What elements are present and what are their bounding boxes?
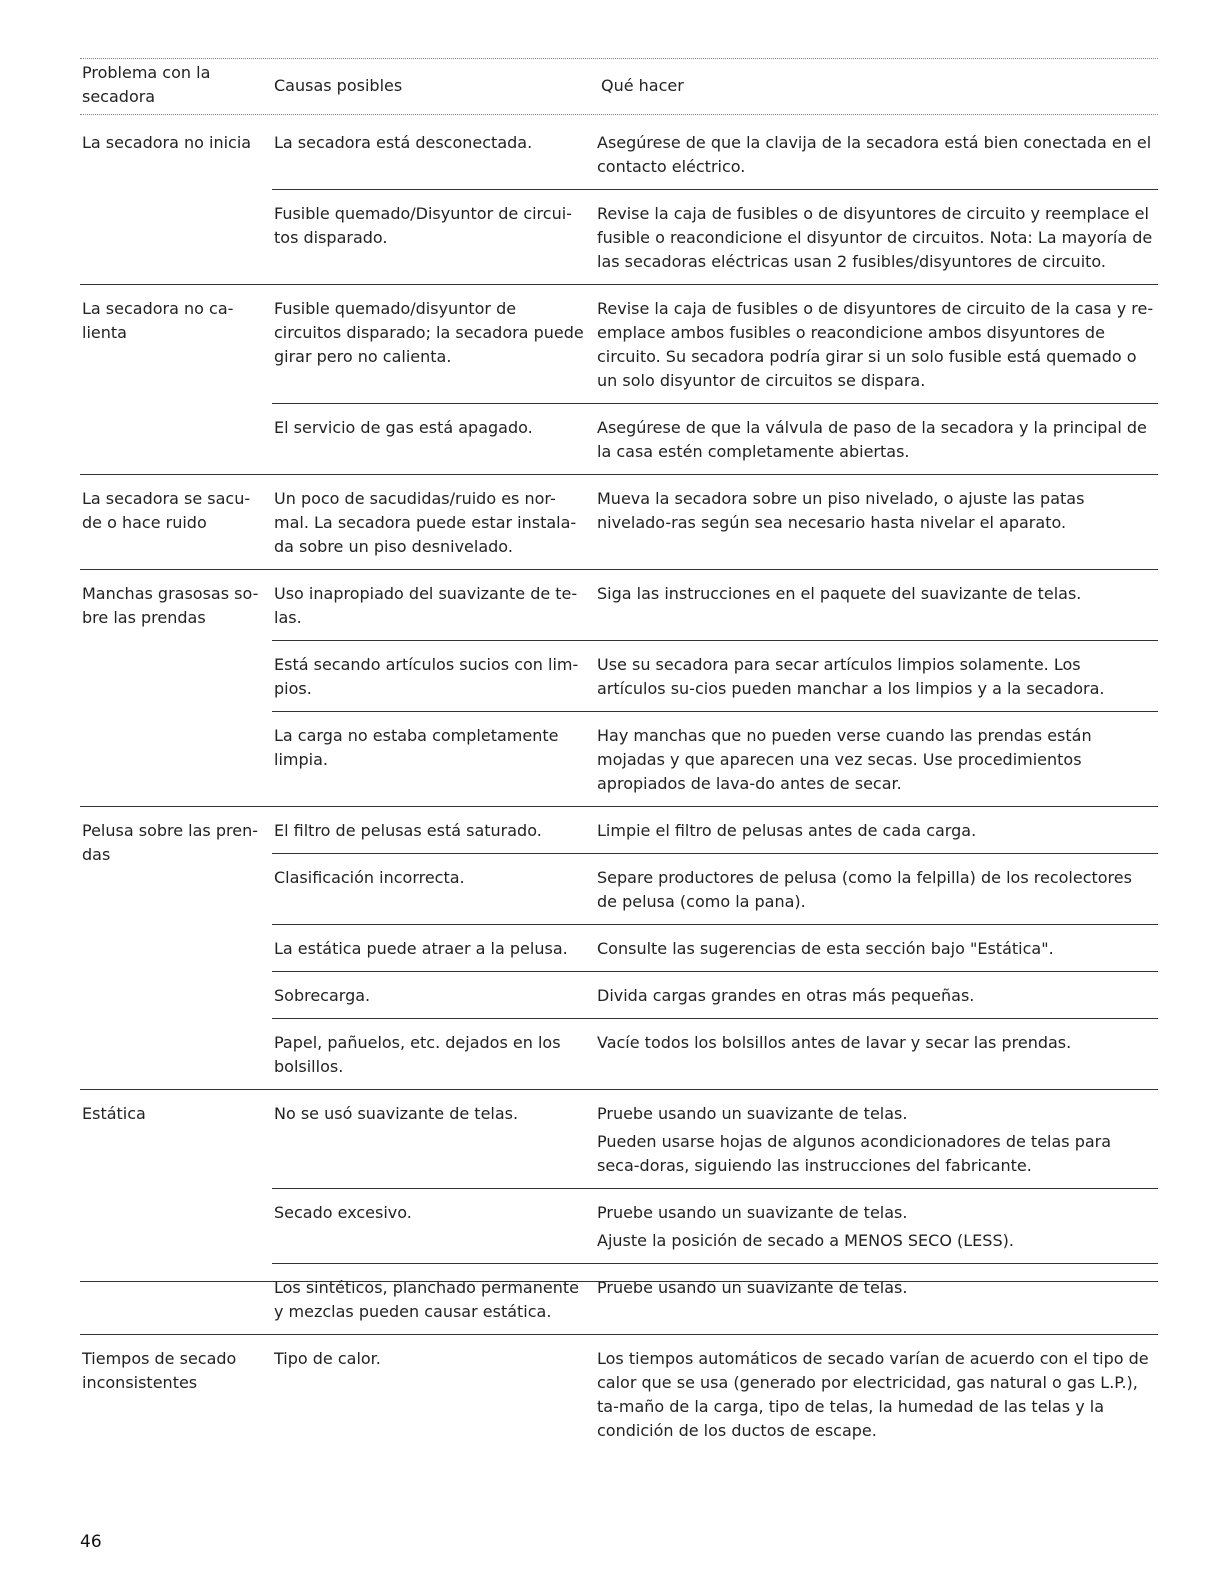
header-problem: Problema con la secadora: [82, 63, 211, 106]
cause-row: [272, 1188, 1158, 1263]
action-cell: [595, 712, 1158, 806]
causes-list: [272, 119, 1158, 284]
problem-group: [80, 806, 1158, 1089]
causes-list: [272, 475, 1158, 569]
action-text: Use su secadora para secar artículos limpios solamente. Los artículos su-cios pueden manchar a los limpios y a la secadora.: [597, 655, 1105, 698]
action-cell: [595, 807, 1158, 853]
table-bottom-rule: [80, 1281, 1158, 1282]
cause-cell: La secadora está desconectada.: [274, 133, 533, 152]
cause-cell: Uso inapropiado del suavizante de te-las.: [274, 584, 578, 627]
header-action: Qué hacer: [601, 76, 684, 95]
action-text: Pueden usarse hojas de algunos acondicionadores de telas para seca-doras, siguiendo las instrucciones del fabricante.: [597, 1132, 1112, 1175]
action-cell: [595, 854, 1158, 924]
action-cell: [595, 972, 1158, 1018]
problem-cell: Pelusa sobre las pren-das: [82, 821, 258, 864]
action-cell: [595, 641, 1158, 711]
problem-group: [80, 119, 1158, 284]
action-text: Asegúrese de que la clavija de la secadora está bien conectada en el contacto eléctrico.: [597, 133, 1152, 176]
action-cell: [595, 285, 1158, 403]
cause-row: [272, 570, 1158, 640]
action-text: Revise la caja de fusibles o de disyuntores de circuito y reemplace el fusible o reacondicione el disyuntor de circuitos. Nota: La mayoría de las secadoras eléctricas usan 2 fusibles/disyuntores de circuito.: [597, 204, 1153, 271]
action-cell: [595, 1264, 1158, 1334]
action-text: Consulte las sugerencias de esta sección bajo "Estática".: [597, 939, 1054, 958]
page-number: 46: [80, 1532, 102, 1552]
causes-list: [272, 807, 1158, 1089]
cause-row: [272, 189, 1158, 284]
action-cell: [595, 404, 1158, 474]
cause-cell: Está secando artículos sucios con lim-pios.: [274, 655, 579, 698]
causes-list: [272, 1335, 1158, 1453]
action-cell: [595, 475, 1158, 569]
action-text: Pruebe usando un suavizante de telas.: [597, 1104, 908, 1123]
cause-row: [272, 285, 1158, 403]
cause-row: [272, 924, 1158, 971]
header-dotted-rule: [80, 114, 1158, 115]
cause-row: [272, 119, 1158, 189]
action-text: Los tiempos automáticos de secado varían de acuerdo con el tipo de calor que se usa (generado por electricidad, gas natural o gas L.P.), ta-maño de la carga, tipo de telas, la humedad de las telas y la condición de los ductos de escape.: [597, 1349, 1149, 1440]
cause-cell: Fusible quemado/disyuntor de circuitos disparado; la secadora puede girar pero no calienta.: [274, 299, 584, 366]
cause-cell: El servicio de gas está apagado.: [274, 418, 533, 437]
causes-list: [272, 1090, 1158, 1334]
action-text: Asegúrese de que la válvula de paso de la secadora y la principal de la casa estén completamente abiertas.: [597, 418, 1147, 461]
problem-cell: La secadora no ca-lienta: [82, 299, 234, 342]
action-text: Pruebe usando un suavizante de telas.: [597, 1203, 908, 1222]
cause-row: [272, 640, 1158, 711]
cause-row: [272, 1018, 1158, 1089]
cause-cell: Tipo de calor.: [274, 1349, 381, 1368]
cause-row: [272, 1335, 1158, 1453]
action-text: Mueva la secadora sobre un piso nivelado, o ajuste las patas nivelado-ras según sea necesario hasta nivelar el aparato.: [597, 489, 1085, 532]
action-cell: [595, 925, 1158, 971]
action-text: Siga las instrucciones en el paquete del suavizante de telas.: [597, 584, 1082, 603]
problem-group: [80, 1089, 1158, 1334]
header-causes: Causas posibles: [274, 76, 403, 95]
action-text: Vacíe todos los bolsillos antes de lavar y secar las prendas.: [597, 1033, 1072, 1052]
cause-row: [272, 1263, 1158, 1334]
cause-row: [272, 1090, 1158, 1188]
problem-group: [80, 284, 1158, 474]
cause-cell: Los sintéticos, planchado permanente y mezclas pueden causar estática.: [274, 1278, 579, 1321]
cause-cell: La estática puede atraer a la pelusa.: [274, 939, 568, 958]
cause-row: [272, 711, 1158, 806]
top-dotted-rule: [80, 58, 1158, 59]
action-cell: [595, 570, 1158, 640]
cause-cell: El filtro de pelusas está saturado.: [274, 821, 542, 840]
action-text: Pruebe usando un suavizante de telas.: [597, 1278, 908, 1297]
action-text: Revise la caja de fusibles o de disyuntores de circuito de la casa y re-emplace ambos fusibles o reacondicione ambos disyuntores de circuito. Su secadora podría girar si un solo fusible está quemado o un solo disyuntor de circuitos se dispara.: [597, 299, 1154, 390]
problem-cell: Estática: [82, 1104, 146, 1123]
problem-group: [80, 569, 1158, 806]
problem-cell: La secadora no inicia: [82, 133, 252, 152]
problem-cell: La secadora se sacu-de o hace ruido: [82, 489, 251, 532]
cause-cell: Papel, pañuelos, etc. dejados en los bolsillos.: [274, 1033, 561, 1076]
cause-cell: Secado excesivo.: [274, 1203, 412, 1222]
action-text: Separe productores de pelusa (como la felpilla) de los recolectores de pelusa (como la pana).: [597, 868, 1132, 911]
action-cell: [595, 1335, 1158, 1453]
action-text: Hay manchas que no pueden verse cuando las prendas están mojadas y que aparecen una vez secas. Use procedimientos apropiados de lava-do antes de secar.: [597, 726, 1092, 793]
cause-cell: No se usó suavizante de telas.: [274, 1104, 519, 1123]
cause-cell: Un poco de sacudidas/ruido es nor-mal. La secadora puede estar instala-da sobre un piso desnivelado.: [274, 489, 577, 556]
problem-group: [80, 1334, 1158, 1453]
action-text: Ajuste la posición de secado a MENOS SECO (LESS).: [597, 1231, 1014, 1250]
cause-row: [272, 807, 1158, 853]
cause-row: [272, 475, 1158, 569]
action-text: Limpie el filtro de pelusas antes de cada carga.: [597, 821, 977, 840]
cause-cell: Sobrecarga.: [274, 986, 371, 1005]
troubleshooting-table: [80, 119, 1158, 1453]
cause-cell: Clasificación incorrecta.: [274, 868, 465, 887]
problem-cell: Tiempos de secado inconsistentes: [82, 1349, 237, 1392]
cause-cell: La carga no estaba completamente limpia.: [274, 726, 559, 769]
action-cell: [595, 1090, 1158, 1188]
action-text: Divida cargas grandes en otras más pequeñas.: [597, 986, 975, 1005]
problem-group: [80, 474, 1158, 569]
cause-row: [272, 853, 1158, 924]
action-cell: [595, 1189, 1158, 1263]
causes-list: [272, 285, 1158, 474]
action-cell: [595, 190, 1158, 284]
action-cell: [595, 1019, 1158, 1089]
action-cell: [595, 119, 1158, 189]
cause-row: [272, 403, 1158, 474]
cause-cell: Fusible quemado/Disyuntor de circui-tos disparado.: [274, 204, 572, 247]
cause-row: [272, 971, 1158, 1018]
problem-cell: Manchas grasosas so-bre las prendas: [82, 584, 259, 627]
causes-list: [272, 570, 1158, 806]
